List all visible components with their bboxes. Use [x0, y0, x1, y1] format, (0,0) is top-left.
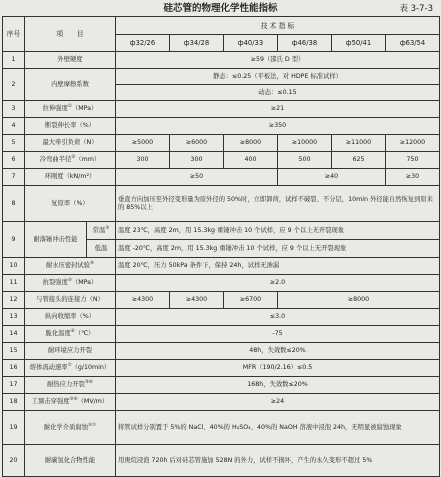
table-row	[3, 275, 440, 292]
footnote-mark: ③	[105, 225, 110, 231]
row-item-text: 耐热应力开裂	[47, 381, 85, 388]
row-number: 1	[3, 52, 25, 69]
row-item: 外壁硬度	[25, 52, 116, 69]
row-item	[25, 101, 116, 118]
table-row	[3, 69, 440, 85]
row-value: 将管试样分别置于 5%的 NaCl、40%的 H₂SO₄、40%的 NaOH 溶液中浸泡 24h，无明显被腐蚀现象	[116, 411, 440, 445]
row-item: 耐环境应力开裂	[25, 343, 116, 360]
row-number: 2	[3, 69, 25, 101]
row-item: 耐碳氢化合物性能	[25, 445, 116, 477]
row-value: 动态：≤0.15	[116, 85, 440, 101]
row-value: ≥50	[116, 169, 278, 186]
row-number: 12	[3, 292, 25, 309]
row-number: 6	[3, 152, 25, 169]
row-value: ≥2.0	[116, 275, 440, 292]
row-value: 温度 23℃，高度 2m，用 15.3kg 重锤冲击 10 个试样，应 9 个以上无开裂现象	[116, 222, 440, 240]
table-row	[3, 169, 440, 186]
row-number: 3	[3, 101, 25, 118]
row-item: 最大牵引负荷（N）	[25, 135, 116, 152]
row-value: ≥59（邵氏 D 型）	[116, 52, 440, 69]
row-number: 10	[3, 258, 25, 275]
row-number: 13	[3, 309, 25, 326]
header-spec: ф63/54	[386, 35, 440, 52]
row-value: MFR（190/2.16）≤0.5	[116, 360, 440, 377]
table-row	[3, 152, 440, 169]
header-item: 项 目	[25, 17, 116, 52]
row-value: ≥8000	[278, 292, 440, 309]
row-number: 4	[3, 118, 25, 135]
table-row	[3, 360, 440, 377]
row-item: 断裂伸长率（%）	[25, 118, 116, 135]
table-row	[3, 411, 440, 445]
row-value: 温度 -20℃，高度 2m，用 15.3kg 重锤冲击 10 个试样，应 9 个以上无开裂现象	[116, 240, 440, 258]
header-spec: ф46/38	[278, 35, 332, 52]
row-value: 500	[278, 152, 332, 169]
table-row	[3, 377, 440, 394]
row-item	[25, 360, 116, 377]
row-item: 耐落锤冲击性能	[25, 222, 87, 258]
table-row	[3, 445, 440, 477]
row-item-unit: （MV/m）	[77, 398, 109, 405]
row-number: 15	[3, 343, 25, 360]
row-value: ≥350	[116, 118, 440, 135]
table-row	[3, 101, 440, 118]
table-number: 表 3-7-3	[399, 4, 433, 14]
row-item	[25, 152, 116, 169]
row-subitem	[87, 222, 116, 240]
row-number: 9	[3, 222, 25, 258]
row-item: 环刚度（kN/m²）	[25, 169, 116, 186]
row-item-text: 抗裂强度	[42, 279, 68, 286]
row-number: 5	[3, 135, 25, 152]
row-value: ≥4300	[116, 292, 170, 309]
row-value: ≥30	[386, 169, 440, 186]
row-item-text: 冷弯曲半径	[39, 156, 72, 163]
row-item-unit: （℃）	[74, 330, 95, 337]
table-row	[3, 118, 440, 135]
header-spec: ф34/28	[170, 35, 224, 52]
table-row	[3, 292, 440, 309]
row-value: ≤3.0	[116, 309, 440, 326]
table-row	[3, 394, 440, 411]
row-subitem-text: 常温	[92, 226, 106, 234]
row-value: ≥10000	[278, 135, 332, 152]
row-item	[25, 275, 116, 292]
row-item	[25, 394, 116, 411]
row-item	[25, 326, 116, 343]
footnote-mark: ④	[90, 261, 95, 266]
row-value: ≥4300	[170, 292, 224, 309]
row-value: 温度 20℃，压力 50kPa 条件下，保持 24h，试样无渗漏	[116, 258, 440, 275]
row-item	[25, 411, 116, 445]
row-item-unit: （mm）	[75, 156, 101, 163]
row-value: ≥6000	[170, 135, 224, 152]
row-item-text: 脆化温度	[45, 330, 71, 337]
row-value: 400	[224, 152, 278, 169]
row-value: ≥8000	[224, 135, 278, 152]
row-item-text: 拉伸强度	[42, 105, 68, 112]
row-value: -75	[116, 326, 440, 343]
table-row	[3, 52, 440, 69]
header-tech: 技 术 指 标	[116, 17, 440, 35]
row-item: 纵向收缩率（%）	[25, 309, 116, 326]
row-item-unit: （MPa）	[71, 105, 98, 112]
row-value: ≥6700	[224, 292, 278, 309]
row-value: 垂直方向加压至外径变形量为原外径的 50%时，立即卸荷，试样不破裂、不分层，10min 外径能自然恢复到原来的 85%以上	[116, 186, 440, 222]
header-spec: ф40/33	[224, 35, 278, 52]
row-value: ≥21	[116, 101, 440, 118]
table-row	[3, 343, 440, 360]
row-value: 静态：≤0.25（平板法，对 HDPE 标准试样）	[116, 69, 440, 85]
footnote-mark: ⑦	[67, 363, 72, 368]
row-item: 内壁摩擦系数	[25, 69, 116, 101]
row-value: 625	[332, 152, 386, 169]
footnote-mark: ③⑥	[69, 397, 78, 402]
row-item-unit: （g/10min）	[71, 364, 111, 371]
row-item	[25, 377, 116, 394]
table-row	[3, 135, 440, 152]
row-value: ≥11000	[332, 135, 386, 152]
header-seq: 序号	[3, 17, 25, 52]
row-number: 11	[3, 275, 25, 292]
row-value: 168h，失效数≤20%	[116, 377, 440, 394]
row-number: 16	[3, 360, 25, 377]
row-number: 8	[3, 186, 25, 222]
table-title: 硅芯管的物理化学性能指标	[163, 3, 278, 14]
row-item: 与管接头的连接力（N）	[25, 292, 116, 309]
row-value: ≥12000	[386, 135, 440, 152]
row-value: 300	[170, 152, 224, 169]
header-spec: ф50/41	[332, 35, 386, 52]
row-number: 17	[3, 377, 25, 394]
row-number: 20	[3, 445, 25, 477]
table-row	[3, 326, 440, 343]
row-value: 750	[386, 152, 440, 169]
row-item: 复原率（%）	[25, 186, 116, 222]
footnote-mark: ⑤⑦	[88, 422, 97, 428]
header-spec: ф32/26	[116, 35, 170, 52]
header-row-1	[3, 17, 440, 35]
table-row	[3, 258, 440, 275]
row-item-text: 工频击穿强度	[31, 398, 70, 405]
properties-table	[2, 16, 440, 477]
footnote-mark: ⑥	[70, 329, 75, 334]
footnote-mark: ①	[67, 104, 72, 109]
row-item-unit: （MPa）	[71, 279, 98, 286]
row-value: ≥24	[116, 394, 440, 411]
row-number: 14	[3, 326, 25, 343]
row-item-text: 熔体流动速率	[29, 364, 68, 371]
table-row	[3, 186, 440, 222]
row-item	[25, 258, 116, 275]
footnote-mark: ⑤	[67, 278, 72, 283]
row-value: ≥5000	[116, 135, 170, 152]
row-number: 7	[3, 169, 25, 186]
row-value: 用庚烷浸泡 720h 后对硅芯管施加 528N 的外力，试样不损坏，产生的永久变形不超过 5%	[116, 445, 440, 477]
table-row	[3, 222, 440, 240]
row-item-text: 耐化学介质腐蚀	[43, 423, 88, 431]
table-row	[3, 309, 440, 326]
row-item-text: 耐水压密封试验	[45, 262, 91, 269]
footnote-mark: ③⑥	[84, 380, 93, 385]
row-value: 300	[116, 152, 170, 169]
footnote-mark: ②	[71, 155, 76, 160]
row-number: 18	[3, 394, 25, 411]
row-subitem: 低温	[87, 240, 116, 258]
row-value: ≥40	[278, 169, 386, 186]
row-number: 19	[3, 411, 25, 445]
row-value: 48h，失效数≤20%	[116, 343, 440, 360]
